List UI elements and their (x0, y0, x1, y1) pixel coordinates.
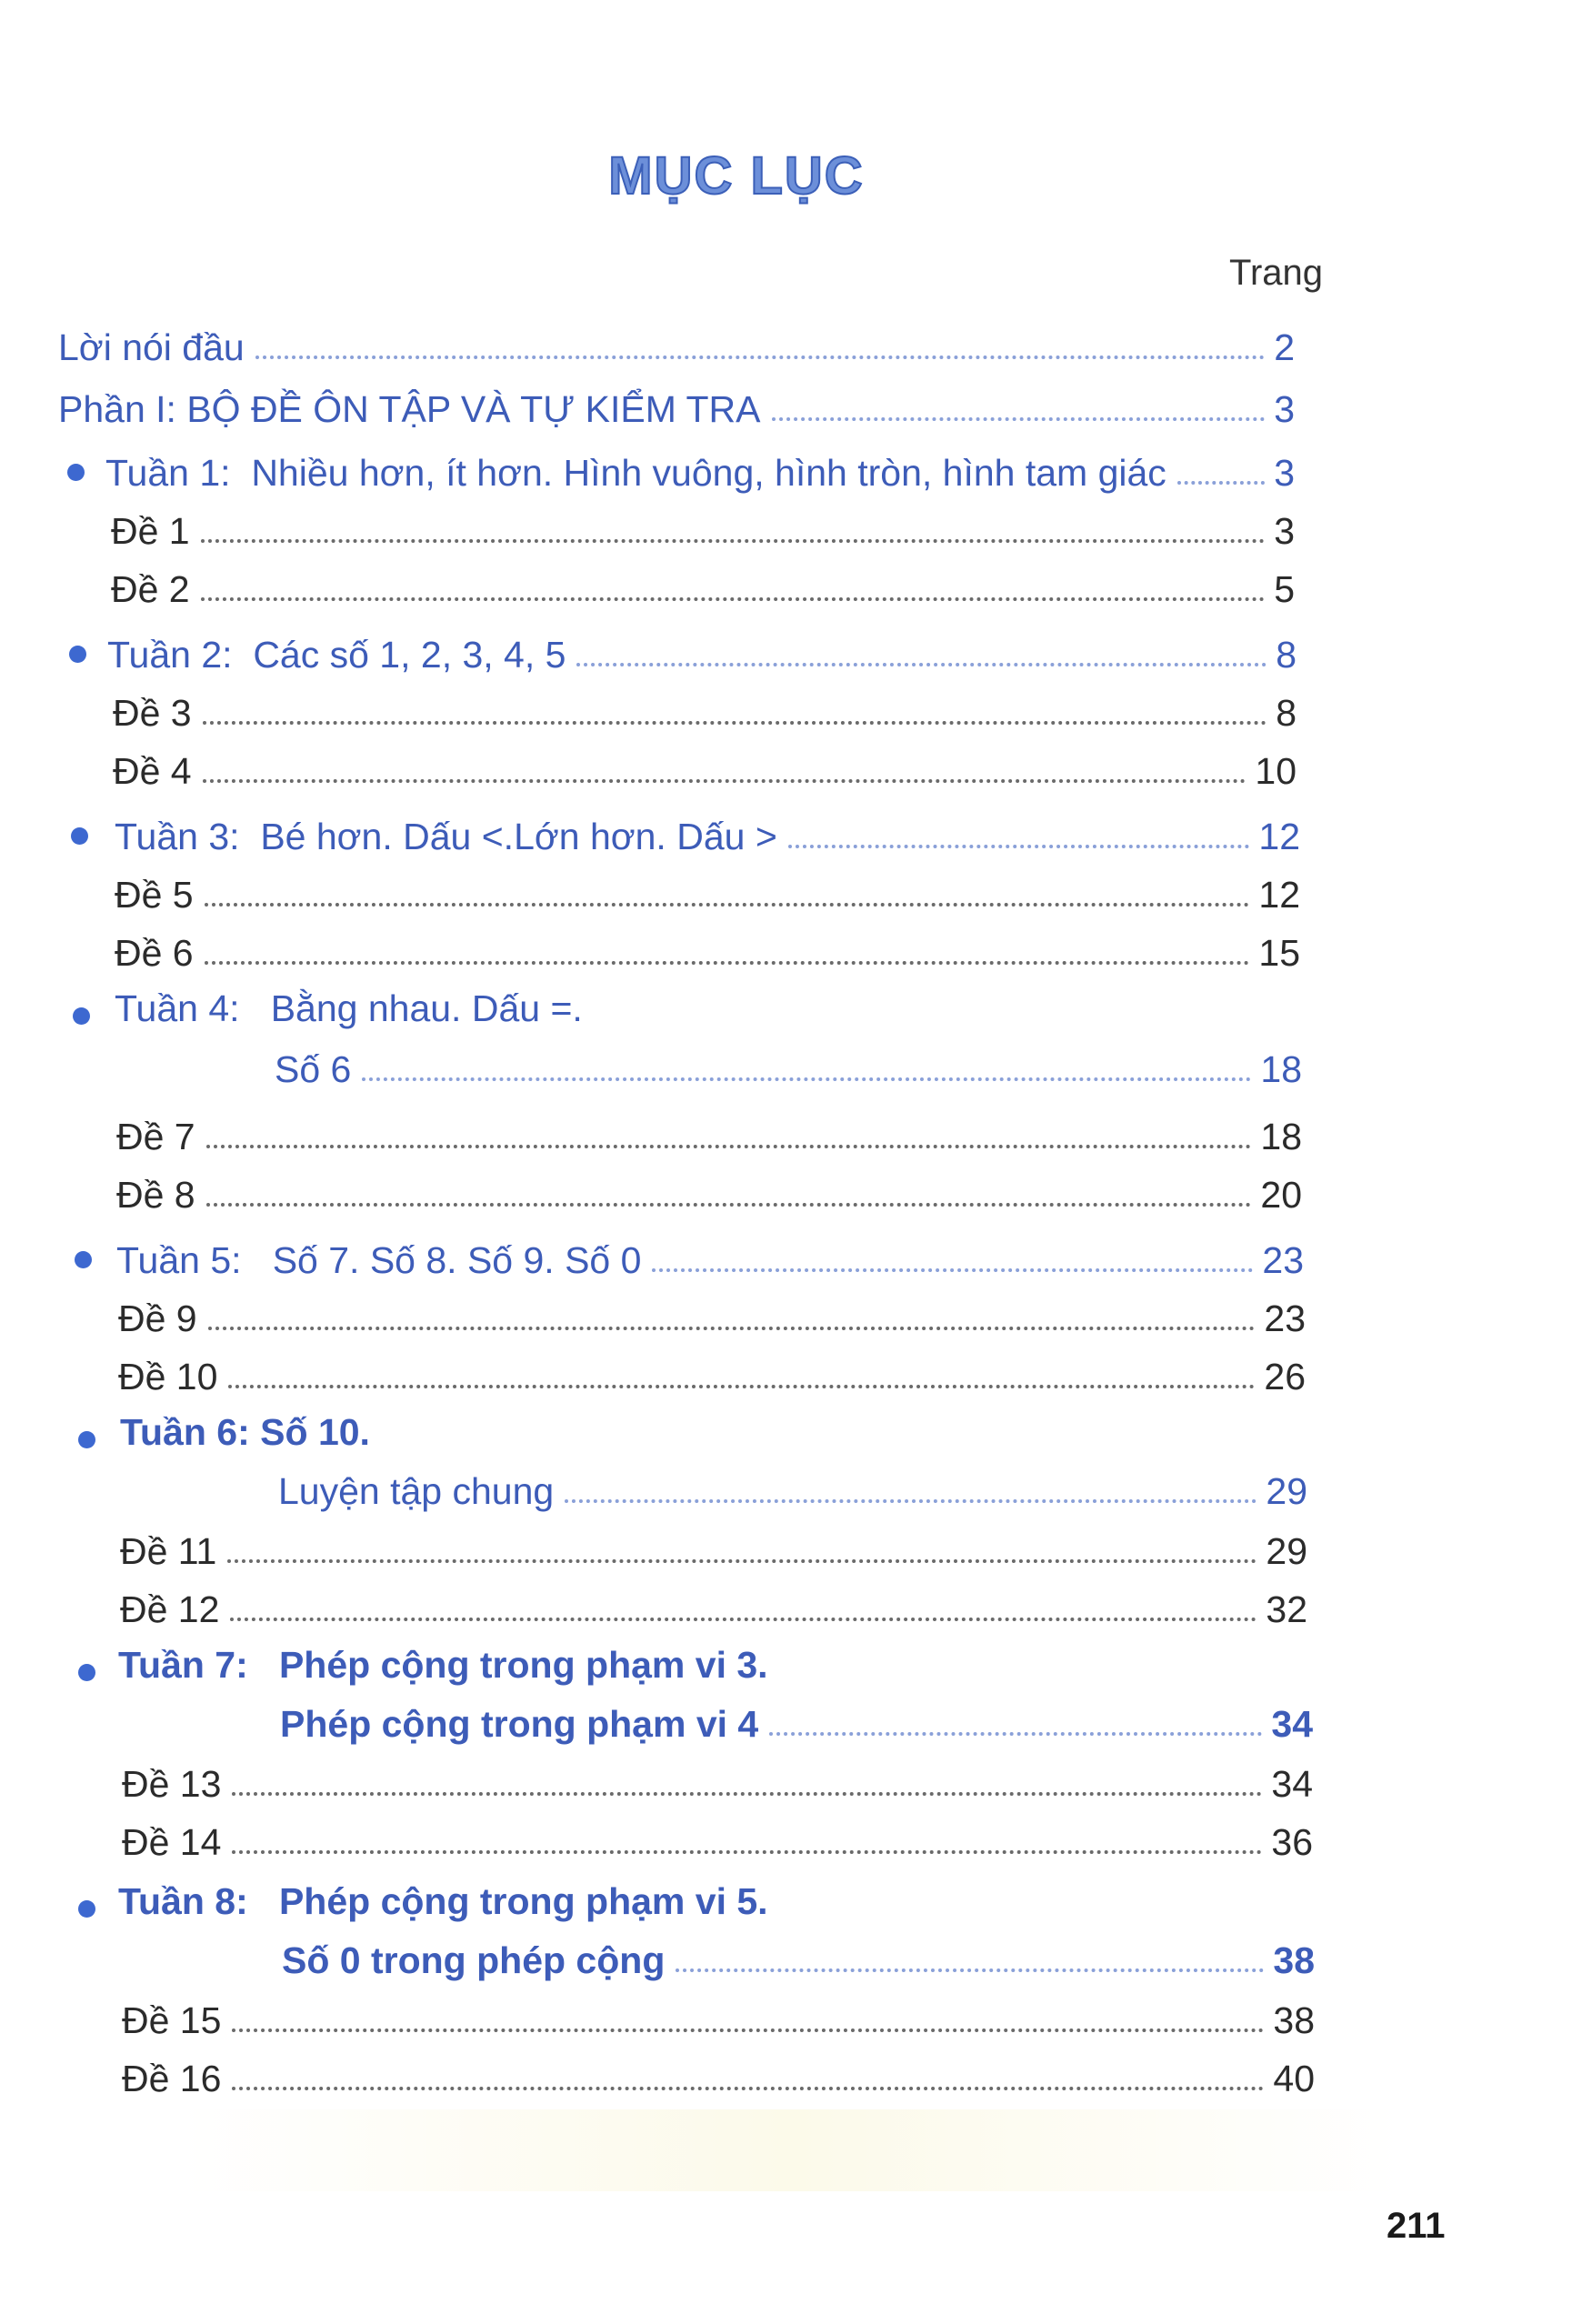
toc-test-10[interactable] (118, 1344, 1306, 1398)
bullet-icon (75, 1251, 92, 1268)
leader-dots (232, 1792, 1262, 1796)
week-number: Tuần 6: (120, 1411, 250, 1453)
leader-dots (201, 597, 1266, 601)
leader-dots (255, 356, 1265, 359)
test-page: 38 (1273, 1998, 1315, 2041)
bullet-icon (78, 1900, 95, 1918)
toc-test-5[interactable] (115, 862, 1300, 917)
bullet-icon (78, 1431, 95, 1448)
test-page: 40 (1273, 2057, 1315, 2099)
week-number: Tuần 8: (118, 1880, 248, 1922)
toc-test-12[interactable] (120, 1577, 1307, 1631)
toc-entry-page: 12 (1258, 815, 1300, 857)
toc-test-7[interactable] (116, 1104, 1302, 1158)
test-label: Đề 14 (122, 1820, 222, 1863)
leader-dots (652, 1268, 1253, 1272)
test-label: Đề 6 (115, 931, 194, 974)
page-number: 211 (1387, 2206, 1446, 2246)
toc-entry-label: Lời nói đầu (58, 326, 245, 368)
leader-dots (230, 1618, 1257, 1621)
leader-dots (228, 1385, 1255, 1388)
bullet-icon (67, 464, 85, 481)
bullet-icon (73, 1007, 90, 1025)
week-number: Tuần 1: (105, 451, 231, 494)
test-label: Đề 13 (122, 1762, 222, 1805)
toc-entry-page: 38 (1273, 1938, 1315, 1981)
leader-dots (203, 779, 1247, 783)
week-title: Số 7. Số 8. Số 9. Số 0 (272, 1238, 642, 1281)
test-page: 12 (1258, 873, 1300, 916)
toc-test-1[interactable] (111, 498, 1295, 553)
bullet-icon (78, 1664, 95, 1681)
toc-test-16[interactable] (122, 2046, 1315, 2100)
leader-dots (362, 1077, 1251, 1081)
week-number: Tuần 7: (118, 1644, 248, 1686)
test-page: 8 (1276, 691, 1297, 734)
toc-week-7[interactable] (280, 1691, 1313, 1746)
test-label: Đề 16 (122, 2057, 222, 2099)
test-label: Đề 1 (111, 509, 190, 552)
toc-entry-page: 8 (1276, 633, 1297, 676)
toc-test-3[interactable] (113, 680, 1297, 735)
week-number: Tuần 3: (115, 815, 240, 857)
test-label: Đề 7 (116, 1115, 195, 1157)
bullet-icon (69, 646, 86, 663)
print-bleed-band (182, 2109, 1400, 2191)
toc-week-4[interactable] (275, 1037, 1302, 1091)
toc-entry-label: Phần I: BỘ ĐỀ ÔN TẬP VÀ TỰ KIỂM TRA (58, 387, 761, 430)
leader-dots (205, 903, 1250, 907)
leader-dots (565, 1499, 1257, 1503)
toc-entry-preface[interactable] (58, 315, 1295, 369)
week-title: Bằng nhau. Dấu =. (270, 987, 583, 1029)
test-label: Đề 5 (115, 873, 194, 916)
toc-week-5[interactable] (116, 1227, 1304, 1282)
leader-dots (232, 1850, 1262, 1854)
leader-dots (232, 2028, 1264, 2032)
leader-dots (1177, 481, 1265, 485)
test-label: Đề 10 (118, 1355, 218, 1397)
toc-week-6[interactable] (278, 1458, 1307, 1513)
leader-dots (206, 1145, 1252, 1148)
test-page: 29 (1266, 1529, 1307, 1572)
test-page: 32 (1266, 1588, 1307, 1630)
week-title-continued: Số 6 (275, 1047, 352, 1090)
test-label: Đề 15 (122, 1998, 222, 2041)
toc-test-6[interactable] (115, 920, 1300, 975)
toc-entry-page: 34 (1271, 1702, 1313, 1745)
leader-dots (676, 1968, 1264, 1972)
leader-dots (205, 961, 1250, 965)
toc-week-6-heading (120, 1411, 370, 1454)
toc-week-4-heading (115, 987, 583, 1030)
toc-week-7-heading (118, 1644, 768, 1687)
test-page: 18 (1260, 1115, 1302, 1157)
week-title-continued: Số 0 trong phép cộng (282, 1938, 666, 1981)
test-label: Đề 12 (120, 1588, 220, 1630)
test-page: 20 (1260, 1173, 1302, 1216)
toc-entry-page: 23 (1262, 1238, 1304, 1281)
week-title: Phép cộng trong phạm vi 5. (278, 1880, 768, 1922)
test-label: Đề 3 (113, 691, 192, 734)
leader-dots (208, 1327, 1256, 1330)
week-number: Tuần 5: (116, 1238, 242, 1281)
test-page: 36 (1271, 1820, 1313, 1863)
leader-dots (206, 1203, 1252, 1207)
toc-entry-page: 29 (1266, 1469, 1307, 1512)
page-column-header: Trang (1229, 253, 1324, 293)
leader-dots (227, 1559, 1257, 1563)
week-title: Các số 1, 2, 3, 4, 5 (253, 633, 566, 676)
toc-week-8[interactable] (282, 1928, 1315, 1982)
test-page: 3 (1274, 509, 1295, 552)
toc-entry-page: 3 (1274, 387, 1295, 430)
leader-dots (769, 1732, 1262, 1736)
toc-test-11[interactable] (120, 1518, 1307, 1573)
week-title: Phép cộng trong phạm vi 3. (278, 1644, 768, 1686)
test-page: 26 (1264, 1355, 1306, 1397)
leader-dots (232, 2087, 1264, 2090)
toc-entry-page: 18 (1260, 1047, 1302, 1090)
test-label: Đề 2 (111, 567, 190, 610)
test-page: 10 (1255, 749, 1297, 792)
toc-test-15[interactable] (122, 1988, 1315, 2042)
week-title-continued: Phép cộng trong phạm vi 4 (280, 1702, 759, 1745)
toc-test-13[interactable] (122, 1751, 1313, 1806)
toc-test-8[interactable] (116, 1162, 1302, 1217)
week-number: Tuần 4: (115, 987, 240, 1029)
page-title: MỤC LỤC (608, 146, 865, 205)
toc-test-4[interactable] (113, 738, 1297, 793)
toc-test-9[interactable] (118, 1286, 1306, 1340)
toc-week-8-heading (118, 1880, 768, 1923)
bullet-icon (71, 827, 88, 845)
week-title-continued: Luyện tập chung (278, 1469, 555, 1512)
toc-entry-page: 3 (1274, 451, 1295, 494)
leader-dots (203, 721, 1267, 725)
test-label: Đề 8 (116, 1173, 195, 1216)
test-label: Đề 9 (118, 1297, 197, 1339)
week-number: Tuần 2: (107, 633, 233, 676)
week-title: Nhiều hơn, ít hơn. Hình vuông, hình tròn, hình tam giác (251, 451, 1166, 494)
leader-dots (772, 417, 1266, 421)
test-page: 5 (1274, 567, 1295, 610)
test-page: 34 (1271, 1762, 1313, 1805)
toc-week-2[interactable] (107, 622, 1297, 676)
test-page: 15 (1258, 931, 1300, 974)
toc-entry-part-1[interactable] (58, 376, 1295, 431)
week-title: Bé hơn. Dấu <.Lớn hơn. Dấu > (260, 815, 777, 857)
test-page: 23 (1264, 1297, 1306, 1339)
toc-test-2[interactable] (111, 556, 1295, 611)
test-label: Đề 4 (113, 749, 192, 792)
test-label: Đề 11 (120, 1529, 217, 1572)
toc-week-1[interactable] (105, 440, 1295, 495)
toc-week-3[interactable] (115, 804, 1300, 858)
toc-entry-page: 2 (1274, 326, 1295, 368)
leader-dots (788, 845, 1250, 848)
toc-test-14[interactable] (122, 1809, 1313, 1864)
week-title: Số 10. (260, 1411, 370, 1453)
leader-dots (201, 539, 1266, 543)
leader-dots (576, 663, 1267, 666)
